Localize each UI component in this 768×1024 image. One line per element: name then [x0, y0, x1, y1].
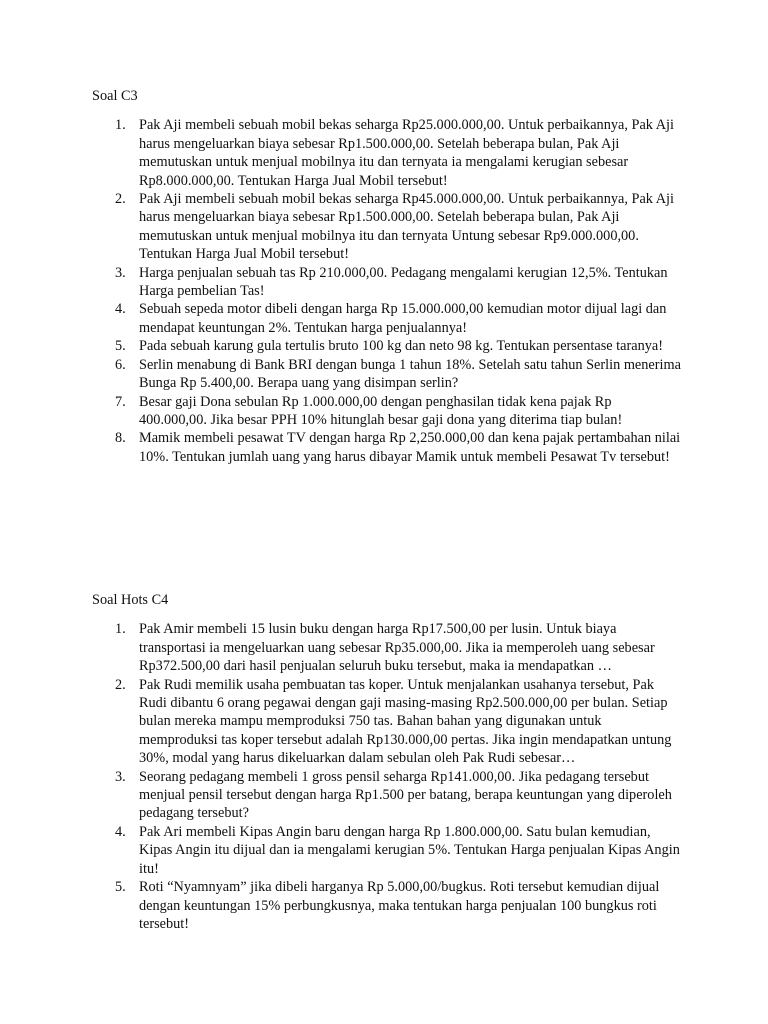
question-number: 4. [115, 301, 126, 318]
question-text: Besar gaji Dona sebulan Rp 1.000.000,00 dengan penghasilan tidak kena pajak Rp 400.000,00. Jika besar PPH 10% hitunglah besar gaji dona yang diterima tiap bulan! [139, 393, 623, 428]
section-title: Soal Hots C4 [92, 592, 169, 608]
question-text: Seorang pedagang membeli 1 gross pensil seharga Rp141.000,00. Jika pedagang tersebut menjual pensil tersebut dengan harga Rp1.500 per batang, berapa keuntungan yang diperoleh pedagang tersebut? [139, 768, 672, 822]
question-item [92, 116, 682, 190]
question-item [92, 768, 682, 823]
question-number: 4. [115, 823, 126, 840]
question-number: 5. [115, 879, 126, 896]
section-soal-hots-c4 [92, 591, 682, 933]
question-number: 3. [115, 264, 126, 281]
question-number: 8. [115, 430, 126, 447]
question-item [92, 429, 682, 466]
question-number: 6. [115, 356, 126, 373]
question-number: 1. [115, 621, 126, 638]
question-text: Pada sebuah karung gula tertulis bruto 100 kg dan neto 98 kg. Tentukan persentase taranya! [139, 338, 663, 355]
question-text: Pak Aji membeli sebuah mobil bekas seharga Rp25.000.000,00. Untuk perbaikannya, Pak Aji harus mengeluarkan biaya sebesar Rp1.500.000,00. Setelah beberapa bulan, Pak Aji memutuskan untuk menjual mobilnya itu dan ternyata ia mengalami kerugian sebesar Rp8.000.000,00. Tentukan Harga Jual Mobil tersebut! [139, 117, 674, 189]
question-item [92, 676, 682, 768]
question-item [92, 356, 682, 393]
question-item [92, 878, 682, 933]
section-title: Soal C3 [92, 88, 138, 104]
section-soal-c3 [92, 87, 682, 466]
question-number: 2. [115, 676, 126, 693]
question-number: 5. [115, 338, 126, 355]
question-list [92, 620, 682, 933]
question-list [92, 116, 682, 466]
question-number: 3. [115, 768, 126, 785]
question-item [92, 190, 682, 264]
question-number: 1. [115, 117, 126, 134]
question-text: Serlin menabung di Bank BRI dengan bunga 1 tahun 18%. Setelah satu tahun Serlin menerima Bunga Rp 5.400,00. Berapa uang yang disimpan serlin? [139, 356, 681, 392]
question-item [92, 823, 682, 878]
question-item [92, 264, 682, 301]
question-item [92, 337, 682, 355]
question-text: Mamik membeli pesawat TV dengan harga Rp 2,250.000,00 dan kena pajak pertambahan nilai 10%. Tentukan jumlah uang yang harus dibayar Mamik untuk membeli Pesawat Tv tersebut! [139, 430, 681, 465]
question-number: 7. [115, 393, 126, 410]
question-text: Pak Aji membeli sebuah mobil bekas seharga Rp45.000.000,00. Untuk perbaikannya, Pak Aji harus mengeluarkan biaya sebesar Rp1.500.000,00. Setelah beberapa bulan, Pak Aji memutuskan untuk menjual mobilnya itu dan ternyata Untung sebesar Rp9.000.000,00. Tentukan Harga Jual Mobil tersebut! [139, 191, 674, 263]
question-item [92, 393, 682, 430]
question-item [92, 300, 682, 337]
question-text: Roti “Nyamnyam” jika dibeli harganya Rp 5.000,00/bugkus. Roti tersebut kemudian dijual dengan keuntungan 15% perbungkusnya, maka tentukan harga penjualan 100 bungkus roti tersebut! [139, 879, 660, 932]
question-text: Pak Rudi memilik usaha pembuatan tas koper. Untuk menjalankan usahanya tersebut, Pak Rudi dibantu 6 orang pegawai dengan gaji masing-masing Rp2.500.000,00 per bulan. Setiap bulan mereka mampu memproduksi 750 tas. Bahan bahan yang digunakan untuk memproduksi tas koper tersebut adalah Rp130.000,00 pertas. Jika ingin mendapatkan untung 30%, modal yang harus dikeluarkan dalam sebulan oleh Pak Rudi sebesar… [139, 676, 672, 767]
question-text: Harga penjualan sebuah tas Rp 210.000,00. Pedagang mengalami kerugian 12,5%. Tentukan Harga pembelian Tas! [139, 264, 668, 300]
question-text: Pak Ari membeli Kipas Angin baru dengan harga Rp 1.800.000,00. Satu bulan kemudian, Kipas Angin itu dijual dan ia mengalami kerugian 5%. Tentukan Harga penjualan Kipas Angin itu! [139, 823, 680, 877]
question-item [92, 620, 682, 675]
question-text: Pak Amir membeli 15 lusin buku dengan harga Rp17.500,00 per lusin. Untuk biaya transportasi ia mengeluarkan uang sebesar Rp35.000,00. Jika ia memperoleh uang sebesar Rp372.500,00 dari hasil penjualan seluruh buku tersebut, maka ia mendapatkan … [139, 621, 655, 675]
question-text: Sebuah sepeda motor dibeli dengan harga Rp 15.000.000,00 kemudian motor dijual lagi dan mendapat keuntungan 2%. Tentukan harga penjualannya! [139, 301, 667, 336]
question-number: 2. [115, 191, 126, 208]
